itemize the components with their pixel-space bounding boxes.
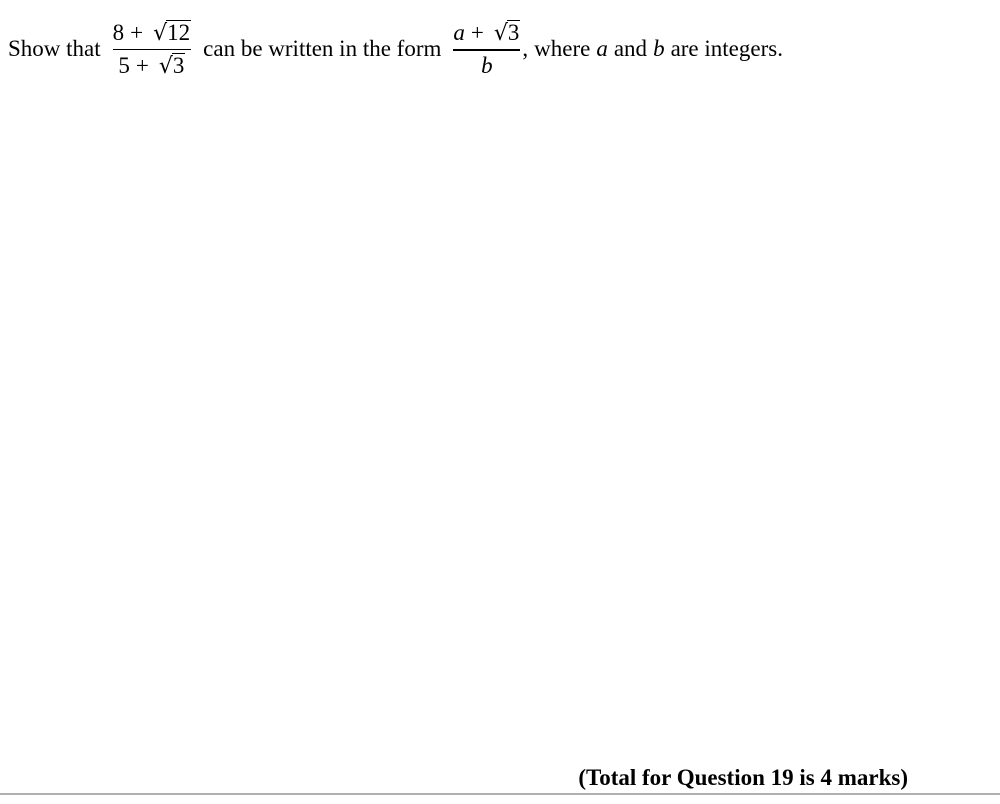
target-numerator-plus: + xyxy=(470,20,484,46)
target-form-fraction xyxy=(453,20,520,78)
sqrt-symbol: √ xyxy=(153,20,168,46)
given-denominator-sqrt xyxy=(159,53,186,78)
given-numerator-term: 8 xyxy=(112,19,125,45)
given-numerator-sqrt xyxy=(153,20,191,45)
target-denominator-var: b xyxy=(481,52,493,78)
question-where: where xyxy=(534,36,591,61)
given-denominator xyxy=(118,53,185,78)
total-marks-label: (Total for Question 19 is 4 marks) xyxy=(578,765,908,790)
sqrt-symbol: √ xyxy=(158,54,173,80)
given-numerator xyxy=(113,20,192,45)
target-fraction-bar xyxy=(453,49,520,51)
given-numerator-plus: + xyxy=(130,19,144,45)
variable-a: a xyxy=(596,36,608,61)
question-middle: can be written in the form xyxy=(203,36,442,61)
bottom-divider xyxy=(0,793,1000,795)
target-numerator-radicand: 3 xyxy=(507,20,520,46)
target-numerator-sqrt xyxy=(494,20,521,45)
given-fraction xyxy=(113,20,192,79)
given-fraction-bar xyxy=(113,49,192,51)
given-denominator-plus: + xyxy=(135,53,149,79)
question-intro: Show that xyxy=(8,36,101,61)
given-numerator-radicand: 12 xyxy=(167,19,191,45)
given-denominator-radicand: 3 xyxy=(172,53,185,79)
question-text xyxy=(8,14,783,84)
given-denominator-term: 5 xyxy=(118,53,130,79)
question-and: and xyxy=(613,36,648,61)
question-comma: , xyxy=(522,36,529,61)
question-end: are integers. xyxy=(670,36,783,61)
target-denominator xyxy=(481,54,493,78)
target-numerator-var: a xyxy=(453,20,465,46)
target-numerator xyxy=(453,20,520,45)
variable-b: b xyxy=(653,36,665,61)
sqrt-symbol: √ xyxy=(493,21,508,47)
